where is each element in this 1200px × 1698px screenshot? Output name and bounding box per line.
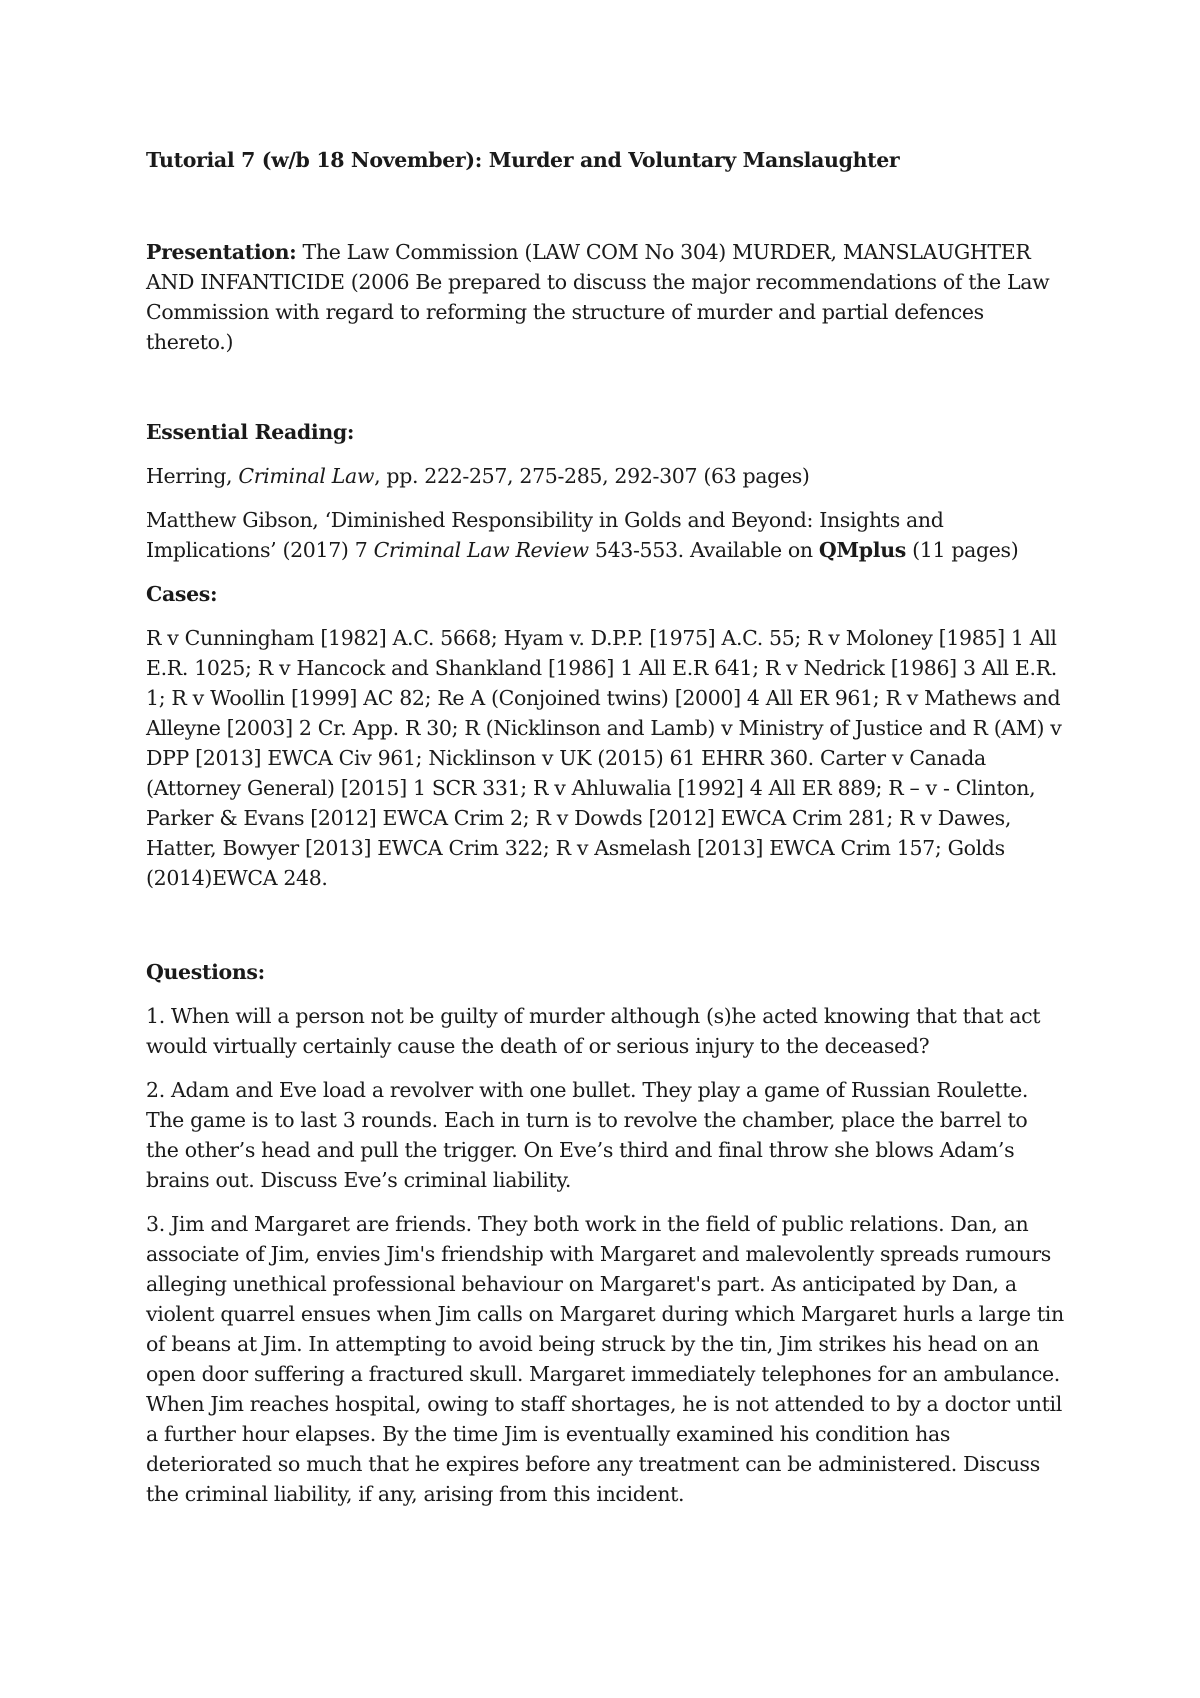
reading-item-herring-author: Herring, [146,464,239,488]
reading-item-herring [146,461,1066,491]
document-title: Tutorial 7 (w/b 18 November): Murder and Voluntary Manslaughter [146,148,900,172]
essential-reading-heading: Essential Reading: [146,420,355,444]
cases-heading: Cases: [146,582,218,606]
presentation-label: Presentation: [146,240,297,264]
reading-item-gibson-journal: Criminal Law Review [373,538,589,562]
document-body [146,145,1066,1523]
presentation-text: The Law Commission (LAW COM No 304) MURDER, MANSLAUGHTER AND INFANTICIDE (2006 Be prepared to discuss the major recommendations of the Law Commission with regard to reforming the structure of murder and partial defences thereto.) [146,240,1050,354]
question-3: 3. Jim and Margaret are friends. They both work in the field of public relations. Dan, an associate of Jim, envies Jim's friendship with Margaret and malevolently spreads rumours alleging unethical professional behaviour on Margaret's part. As anticipated by Dan, a violent quarrel ensues when Jim calls on Margaret during which Margaret hurls a large tin of beans at Jim. In attempting to avoid being struck by the tin, Jim strikes his head on an open door suffering a fractured skull. Margaret immediately telephones for an ambulance. When Jim reaches hospital, owing to staff shortages, he is not attended to by a doctor until a further hour elapses. By the time Jim is eventually examined his condition has deteriorated so much that he expires before any treatment can be administered. Discuss the criminal liability, if any, arising from this incident. [146,1212,1064,1506]
reading-item-herring-book-title: Criminal Law [238,464,375,488]
presentation-paragraph [146,237,1066,357]
reading-item-gibson-citation: Matthew Gibson, ‘Diminished Responsibility in Golds and Beyond: Insights and Implications’ (2017) 7 [146,508,944,562]
question-1: 1. When will a person not be guilty of murder although (s)he acted knowing that that act would virtually certainly cause the death of or serious injury to the deceased? [146,1004,1041,1058]
question-2: 2. Adam and Eve load a revolver with one bullet. They play a game of Russian Roulette. The game is to last 3 rounds. Each in turn is to revolve the chamber, place the barrel to the other’s head and pull the trigger. On Eve’s third and final throw she blows Adam’s brains out. Discuss Eve’s criminal liability. [146,1078,1029,1192]
questions-heading: Questions: [146,960,265,984]
reading-item-herring-pages: , pp. 222-257, 275-285, 292-307 (63 pages) [374,464,810,488]
reading-item-gibson-pages: (11 pages) [905,538,1019,562]
reading-item-gibson [146,505,1066,565]
reading-item-gibson-platform: QMplus [818,538,906,562]
cases-list: R v Cunningham [1982] A.C. 5668; Hyam v. D.P.P. [1975] A.C. 55; R v Moloney [1985] 1 All E.R. 1025; R v Hancock and Shankland [1986] 1 All E.R 641; R v Nedrick [1986] 3 All E.R. 1; R v Woollin [1999] AC 82; Re A (Conjoined twins) [2000] 4 All ER 961; R v Mathews and Alleyne [2003] 2 Cr. App. R 30; R (Nicklinson and Lamb) v Ministry of Justice and R (AM) v DPP [2013] EWCA Civ 961; Nicklinson v UK (2015) 61 EHRR 360. Carter v Canada (Attorney General) [2015] 1 SCR 331; R v Ahluwalia [1992] 4 All ER 889; R – v - Clinton, Parker & Evans [2012] EWCA Crim 2; R v Dowds [2012] EWCA Crim 281; R v Dawes, Hatter, Bowyer [2013] EWCA Crim 322; R v Asmelash [2013] EWCA Crim 157; Golds (2014)EWCA 248. [146,626,1062,890]
reading-item-gibson-availability: 543-553. Available on [588,538,819,562]
